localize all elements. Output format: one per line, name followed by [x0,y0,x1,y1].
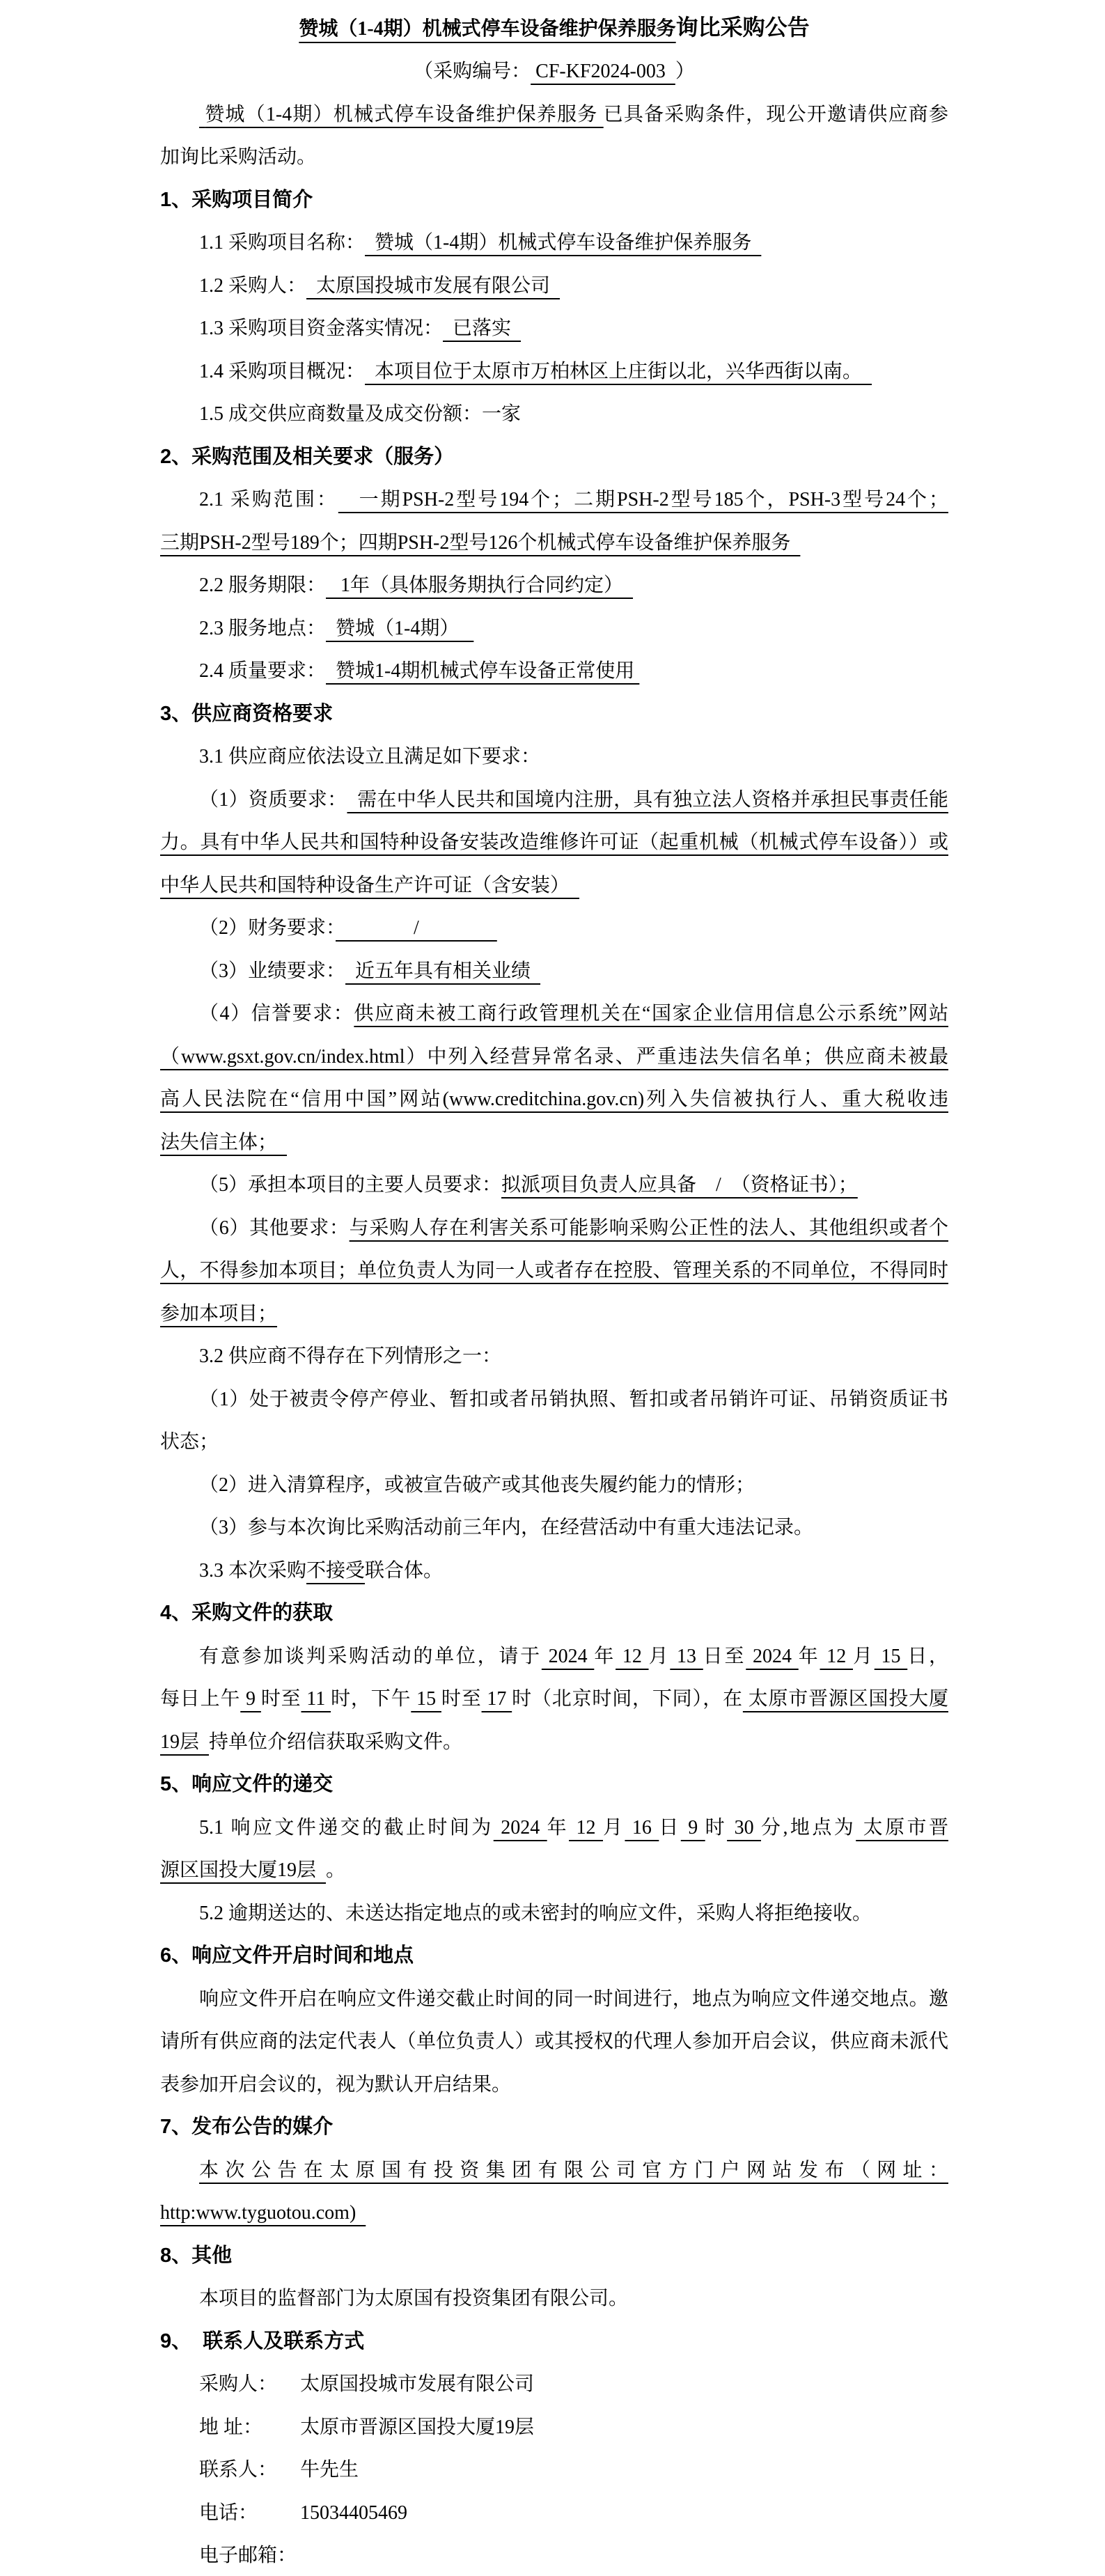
day-value: 16 [625,1816,659,1839]
procurement-number-suffix: ） [675,61,695,82]
submission-deadline-line-1 [160,1806,948,1850]
item-label: 2.2 服务期限： [199,575,327,596]
submission-reject [160,1892,948,1935]
section-9-heading [160,2320,948,2364]
item-label: （1）资质要求： [199,788,347,811]
item-text-continuation: 状态； [160,1431,219,1453]
forbidden-case-2 [160,1464,948,1507]
text: 有意参加谈判采购活动的单位，请于 [199,1645,542,1667]
text: 每日上午 [160,1688,241,1710]
heading-text: 3、供应商资格要求 [160,702,334,725]
item-value: 赞城1-4期机械式停车设备正常使用 [326,660,640,682]
hour-value: 11 [301,1688,331,1710]
item-label: 1.4 采购项目概况： [199,360,366,382]
doc-title-project-name: 赞城（1-4期）机械式停车设备维护保养服务 [299,18,676,40]
year-value: 2024 [746,1645,799,1667]
month-value: 12 [569,1816,603,1839]
text: 时，下午 [331,1688,412,1710]
text: 。 [326,1859,346,1881]
media-text: 本次公告在太原国有投资集团有限公司官方门户网站发布（网址： [199,2159,948,2181]
text: 日至 [703,1645,746,1667]
item-2-3-service-location [160,607,948,650]
day-value: 13 [670,1645,703,1667]
heading-text: 5、响应文件的递交 [160,1773,334,1795]
item-value: 需在中华人民共和国境内注册，具有独立法人资格并承担民事责任能 [347,788,948,811]
item-2-1-scope-line-2 [160,522,948,565]
contact-phone [160,2492,948,2535]
item-value: 与采购人存在利害关系可能影响采购公正性的法人、其他组织或者个 [349,1217,948,1239]
intro-rest: 已具备采购条件，现公开邀请供应商参 [603,103,949,125]
address-value: 太原市晋 [856,1816,949,1839]
heading-text: 7、发布公告的媒介 [160,2116,334,2138]
procurement-number-value: CF-KF2024-003 [531,61,675,82]
item-value: 拟派项目负责人应具备 / （资格证书）； [501,1174,858,1196]
text: 日， [907,1645,948,1667]
credit-req-line-3 [160,1078,948,1121]
item-text: 1.5 成交供应商数量及成交份额：一家 [199,403,522,425]
other-req-line-1 [160,1207,948,1250]
section-8-heading [160,2235,948,2278]
hour-value: 17 [481,1688,512,1710]
intro-project-name: 赞城（1-4期）机械式停车设备维护保养服务 [199,103,604,125]
forbidden-case-1-line-1 [160,1378,948,1421]
doc-title-suffix: 询比采购公告 [675,15,810,40]
month-value: 12 [820,1645,853,1667]
item-1-2-purchaser [160,265,948,308]
qualification-req-line-1 [160,779,948,822]
credit-req-line-4 [160,1121,948,1164]
item-value-blank: / [336,917,497,939]
minute-value: 30 [727,1816,762,1839]
item-value-continuation: 三期PSH-2型号189个；四期PSH-2型号126个机械式停车设备维护保养服务 [160,531,801,554]
other-req-line-3 [160,1293,948,1336]
year-value: 2024 [541,1645,595,1667]
item-3-3-consortium [160,1549,948,1593]
qualification-req-line-2 [160,821,948,864]
contact-label: 地 址： [199,2416,263,2438]
item-value: 供应商未被工商行政管理机关在“国家企业信用信息公示系统”网站 [354,1003,948,1024]
text: 时（北京时间，下同），在 [512,1688,743,1710]
item-label: 2.1 采购范围： [199,489,338,510]
item-text: 3.3 本次采购 [199,1559,307,1582]
text: 本项目的监督部门为太原国有投资集团有限公司。 [199,2288,629,2309]
credit-req-line-2 [160,1036,948,1079]
item-text: （2）进入清算程序，或被宣告破产或其他丧失履约能力的情形； [199,1474,755,1496]
section-4-heading [160,1592,948,1635]
contact-value: 牛先生 [300,2459,359,2481]
item-label: 1.2 采购人： [199,274,307,297]
text: 月 [648,1645,671,1667]
section-7-heading [160,2106,948,2149]
intro-line-1 [160,93,948,136]
forbidden-case-3 [160,1506,948,1549]
hour-value: 15 [411,1688,441,1710]
item-value-continuation: 力。具有中华人民共和国特种设备安装改造维修许可证（起重机械（机械式停车设备））或 [160,832,948,853]
text: 年 [594,1645,616,1667]
section-3-heading [160,693,948,736]
contact-label: 电话： [199,2501,258,2524]
item-1-4-overview [160,350,948,393]
text: 请所有供应商的法定代表人（单位负责人）或其授权的代理人参加开启会议，供应商未派代 [160,2031,948,2052]
item-text: 3.2 供应商不得存在下列情形之一： [199,1345,502,1367]
day-value: 15 [874,1645,908,1667]
hour-value: 9 [680,1816,705,1839]
item-label: （3）业绩要求： [199,960,346,982]
item-label: （5）承担本项目的主要人员要求： [199,1174,502,1196]
contact-email [160,2534,948,2576]
contact-value: 太原国投城市发展有限公司 [300,2373,535,2395]
contact-value: 15034405469 [300,2501,407,2524]
address-value-continuation: 19层 [160,1731,210,1753]
item-text: （1）处于被责令停产停业、暂扣或者吊销执照、暂扣或者吊销许可证、吊销资质证书 [199,1388,948,1410]
doc-obtain-line-1 [160,1635,948,1678]
address-value: 太原市晋源区国投大厦 [742,1688,948,1710]
contact-label: 采购人： [199,2373,278,2395]
text: 响应文件开启在响应文件递交截止时间的同一时间进行，地点为响应文件递交地点。邀 [199,1988,948,2010]
forbidden-case-1-line-2 [160,1421,948,1464]
contact-person [160,2449,948,2492]
heading-text: 4、采购文件的获取 [160,1602,334,1624]
item-text: 5.2 逾期送达的、未送达指定地点的或未密封的响应文件，采购人将拒绝接收。 [199,1902,872,1924]
item-label: 1.1 采购项目名称： [199,232,366,253]
item-label: （4）信誉要求： [199,1003,354,1024]
item-text-underlined: 不接受 [306,1559,366,1582]
item-3-1-intro [160,735,948,779]
item-value-continuation: 参加本项目； [160,1302,278,1325]
address-value-continuation: 源区国投大厦19层 [160,1859,327,1881]
section-6-heading [160,1935,948,1978]
media-line-1 [160,2149,948,2192]
item-3-2-intro [160,1335,948,1378]
text: 时至 [441,1688,482,1710]
item-value-continuation: 人，不得参加本项目；单位负责人为同一人或者存在控股、管理关系的不同单位，不得同时 [160,1260,948,1281]
text: 月 [602,1816,625,1839]
item-value: 一期PSH-2型号194个；二期PSH-2型号185个，PSH-3型号24个； [338,489,948,510]
opening-line-1 [160,1978,948,2021]
item-value: 太原国投城市发展有限公司 [306,274,561,297]
website-url: http:www.tyguotou.com) [160,2202,366,2224]
qualification-req-line-3 [160,864,948,907]
item-text-rest: 联合体。 [365,1559,444,1582]
item-value: 赞城（1-4期）机械式停车设备维护保养服务 [365,232,762,253]
text: 时 [705,1816,728,1839]
text: 持单位介绍信获取采购文件。 [209,1731,463,1753]
intro-line-2 [160,136,948,179]
item-label: 2.3 服务地点： [199,617,327,639]
heading-text: 2、采购范围及相关要求（服务） [160,445,455,468]
month-value: 12 [616,1645,649,1667]
item-value-continuation: （www.gsxt.gov.cn/index.html）中列入经营异常名录、严重违法失信名单；供应商未被最 [160,1045,948,1068]
contact-label: 电子邮箱： [199,2545,297,2566]
section-1-heading [160,179,948,222]
item-2-4-quality [160,650,948,693]
credit-req-line-1 [160,992,948,1036]
other-req-line-2 [160,1249,948,1293]
procurement-number-line [160,50,948,93]
item-value: 已落实 [443,318,522,339]
text: 分,地点为 [761,1816,856,1839]
item-text: 3.1 供应商应依法设立且满足如下要求： [199,746,541,767]
doc-obtain-line-2 [160,1678,948,1721]
contact-value: 太原市晋源区国投大厦19层 [300,2416,535,2438]
heading-text: 6、响应文件开启时间和地点 [160,1944,414,1967]
doc-obtain-line-3 [160,1721,948,1764]
doc-title [160,4,948,50]
supervision-line [160,2277,948,2320]
item-text: （3）参与本次询比采购活动前三年内，在经营活动中有重大违法记录。 [199,1517,814,1538]
item-value-continuation: 高人民法院在“信用中国”网站(www.creditchina.gov.cn)列入失信被执行人、重大税收违 [160,1088,948,1110]
text: 年 [547,1816,570,1839]
item-label: 2.4 质量要求： [199,660,327,682]
text: 月 [853,1645,875,1667]
item-1-1-project-name [160,221,948,265]
item-value-continuation: 法失信主体； [160,1131,288,1153]
item-value: 赞城（1-4期） [326,617,474,639]
text: 5.1 响应文件递交的截止时间为 [199,1816,494,1839]
item-value: 近五年具有相关业绩 [345,960,541,982]
item-value-continuation: 中华人民共和国特种设备生产许可证（含安装） [160,874,580,896]
item-value: 1年（具体服务期执行合同约定） [326,575,634,596]
heading-text: 8、其他 [160,2244,233,2267]
contact-purchaser [160,2363,948,2406]
section-5-heading [160,1763,948,1806]
item-2-1-scope-line-1 [160,478,948,522]
item-value: 本项目位于太原市万柏林区上庄街以北，兴华西街以南。 [365,360,872,382]
intro-continuation: 加询比采购活动。 [160,146,317,168]
text: 年 [798,1645,820,1667]
item-label: （6）其他要求： [199,1217,350,1239]
hour-value: 9 [240,1688,261,1710]
procurement-number-prefix: （采购编号： [414,61,531,82]
heading-text: 1、采购项目简介 [160,188,313,211]
submission-deadline-line-2 [160,1849,948,1892]
performance-req [160,950,948,993]
opening-line-3 [160,2063,948,2107]
text: 表参加开启会议的，视为默认开启结果。 [160,2073,512,2095]
text: 日 [659,1816,681,1839]
contact-address [160,2406,948,2449]
section-2-heading [160,436,948,479]
item-label: （2）财务要求： [199,917,336,939]
contact-label: 联系人： [199,2459,278,2481]
financial-req [160,907,948,950]
text: 时至 [260,1688,301,1710]
item-label: 1.3 采购项目资金落实情况： [199,318,444,339]
opening-line-2 [160,2020,948,2063]
media-line-2 [160,2192,948,2235]
item-1-3-funding [160,307,948,350]
item-2-2-service-period [160,564,948,607]
heading-text: 9、 联系人及联系方式 [160,2329,365,2352]
personnel-req [160,1164,948,1207]
year-value: 2024 [493,1816,547,1839]
item-1-5-supplier-count [160,393,948,436]
